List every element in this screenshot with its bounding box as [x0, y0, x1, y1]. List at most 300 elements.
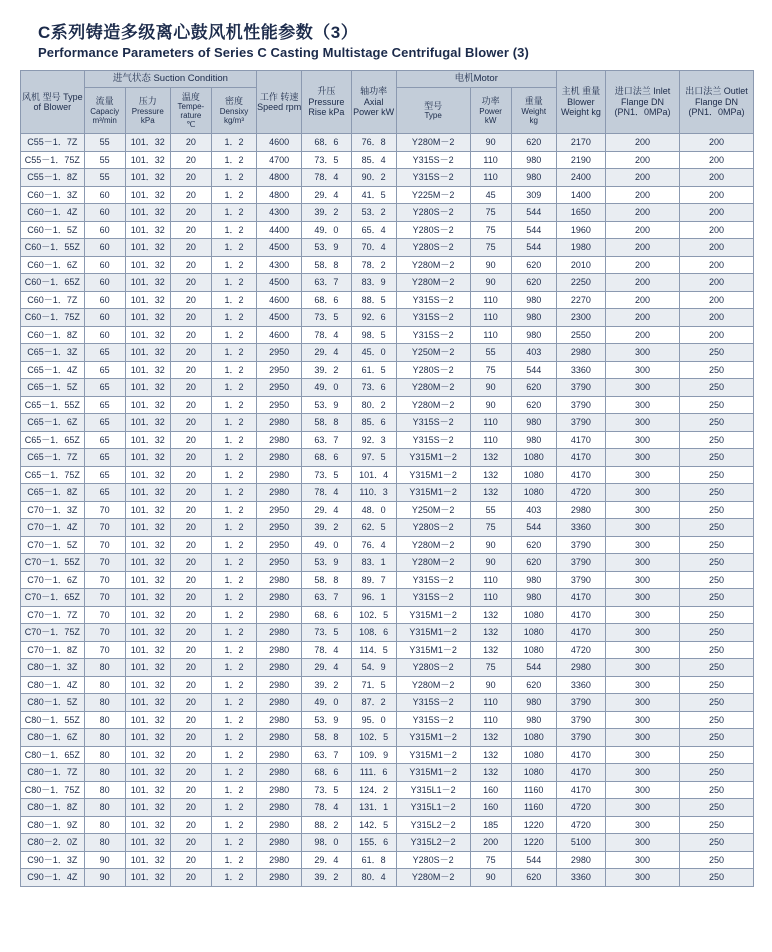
- cell-rise: 68．6: [302, 764, 351, 782]
- table-row: [21, 781, 754, 799]
- cell-motor: Y280M－2: [396, 274, 470, 292]
- cell-speed: 2980: [257, 869, 302, 887]
- cell-pressure: 101．32: [125, 361, 170, 379]
- cell-rise: 78．4: [302, 799, 351, 817]
- cell-inlet: 300: [606, 834, 680, 852]
- cell-density: 1．2: [211, 554, 256, 572]
- cell-density: 1．2: [211, 134, 256, 152]
- cell-motor: Y250M－2: [396, 501, 470, 519]
- cell-outlet: 250: [679, 466, 753, 484]
- cell-density: 1．2: [211, 256, 256, 274]
- cell-inlet: 200: [606, 186, 680, 204]
- cell-temp: 20: [170, 606, 211, 624]
- cell-flow: 60: [84, 309, 125, 327]
- cell-density: 1．2: [211, 519, 256, 537]
- cell-flow: 60: [84, 221, 125, 239]
- cell-bweight: 1400: [556, 186, 605, 204]
- cell-mweight: 403: [511, 344, 556, 362]
- cell-axial: 89．7: [351, 571, 396, 589]
- cell-outlet: 250: [679, 799, 753, 817]
- cell-speed: 4300: [257, 256, 302, 274]
- cell-axial: 102．5: [351, 729, 396, 747]
- cell-motor: Y280S－2: [396, 519, 470, 537]
- cell-density: 1．2: [211, 274, 256, 292]
- cell-density: 1．2: [211, 781, 256, 799]
- cell-bweight: 2270: [556, 291, 605, 309]
- cell-temp: 20: [170, 466, 211, 484]
- cell-temp: 20: [170, 746, 211, 764]
- cell-temp: 20: [170, 834, 211, 852]
- cell-outlet: 200: [679, 186, 753, 204]
- cell-flow: 60: [84, 291, 125, 309]
- cell-temp: 20: [170, 711, 211, 729]
- cell-rise: 68．6: [302, 134, 351, 152]
- cell-speed: 2980: [257, 589, 302, 607]
- cell-temp: 20: [170, 816, 211, 834]
- cell-outlet: 250: [679, 641, 753, 659]
- cell-axial: 80．4: [351, 869, 396, 887]
- table-row: [21, 711, 754, 729]
- cell-speed: 2950: [257, 361, 302, 379]
- cell-mweight: 980: [511, 326, 556, 344]
- cell-outlet: 200: [679, 151, 753, 169]
- cell-power: 185: [470, 816, 511, 834]
- header-suction-condition: 进气状态 Suction Condition: [84, 71, 256, 88]
- cell-pressure: 101．32: [125, 746, 170, 764]
- cell-motor: Y315S－2: [396, 694, 470, 712]
- cell-outlet: 250: [679, 606, 753, 624]
- cell-motor: Y315S－2: [396, 711, 470, 729]
- cell-blower-type: C65－1．75Z: [21, 466, 85, 484]
- cell-density: 1．2: [211, 309, 256, 327]
- cell-temp: 20: [170, 221, 211, 239]
- cell-pressure: 101．32: [125, 134, 170, 152]
- cell-density: 1．2: [211, 449, 256, 467]
- header-capacity: 流量 Capaciy m³/min: [84, 88, 125, 134]
- cell-inlet: 300: [606, 869, 680, 887]
- header-blower-weight: 主机 重量 Blower Weight kg: [556, 71, 605, 134]
- cell-inlet: 300: [606, 536, 680, 554]
- cell-mweight: 544: [511, 659, 556, 677]
- cell-speed: 2980: [257, 571, 302, 589]
- cell-bweight: 3790: [556, 379, 605, 397]
- cell-speed: 2980: [257, 606, 302, 624]
- cell-power: 45: [470, 186, 511, 204]
- cell-bweight: 3360: [556, 869, 605, 887]
- cell-inlet: 300: [606, 851, 680, 869]
- cell-motor: Y280M－2: [396, 134, 470, 152]
- cell-outlet: 200: [679, 204, 753, 222]
- cell-blower-type: C70－1．55Z: [21, 554, 85, 572]
- cell-density: 1．2: [211, 606, 256, 624]
- cell-axial: 76．4: [351, 536, 396, 554]
- cell-outlet: 250: [679, 589, 753, 607]
- cell-temp: 20: [170, 204, 211, 222]
- cell-pressure: 101．32: [125, 466, 170, 484]
- cell-blower-type: C60－1．5Z: [21, 221, 85, 239]
- cell-blower-type: C70－1．75Z: [21, 624, 85, 642]
- cell-flow: 80: [84, 659, 125, 677]
- cell-rise: 53．9: [302, 554, 351, 572]
- cell-rise: 29．4: [302, 659, 351, 677]
- cell-pressure: 101．32: [125, 204, 170, 222]
- cell-outlet: 250: [679, 554, 753, 572]
- cell-flow: 60: [84, 239, 125, 257]
- cell-mweight: 620: [511, 256, 556, 274]
- cell-blower-type: C60－1．55Z: [21, 239, 85, 257]
- cell-axial: 88．5: [351, 291, 396, 309]
- cell-speed: 2980: [257, 484, 302, 502]
- cell-power: 90: [470, 869, 511, 887]
- cell-pressure: 101．32: [125, 851, 170, 869]
- table-row: [21, 186, 754, 204]
- cell-mweight: 620: [511, 134, 556, 152]
- cell-inlet: 300: [606, 344, 680, 362]
- table-row: [21, 816, 754, 834]
- cell-blower-type: C70－1．7Z: [21, 606, 85, 624]
- cell-bweight: 2980: [556, 851, 605, 869]
- cell-bweight: 3790: [556, 711, 605, 729]
- cell-density: 1．2: [211, 344, 256, 362]
- cell-blower-type: C65－1．55Z: [21, 396, 85, 414]
- cell-mweight: 1080: [511, 449, 556, 467]
- cell-pressure: 101．32: [125, 834, 170, 852]
- cell-bweight: 2400: [556, 169, 605, 187]
- cell-speed: 2980: [257, 834, 302, 852]
- cell-mweight: 1080: [511, 466, 556, 484]
- cell-inlet: 300: [606, 361, 680, 379]
- cell-density: 1．2: [211, 764, 256, 782]
- cell-blower-type: C60－1．65Z: [21, 274, 85, 292]
- cell-mweight: 980: [511, 169, 556, 187]
- table-row: [21, 834, 754, 852]
- cell-flow: 65: [84, 379, 125, 397]
- cell-inlet: 300: [606, 484, 680, 502]
- cell-bweight: 2250: [556, 274, 605, 292]
- cell-temp: 20: [170, 134, 211, 152]
- table-row: [21, 326, 754, 344]
- cell-density: 1．2: [211, 361, 256, 379]
- cell-flow: 80: [84, 834, 125, 852]
- cell-flow: 70: [84, 606, 125, 624]
- cell-outlet: 200: [679, 256, 753, 274]
- cell-flow: 60: [84, 274, 125, 292]
- cell-inlet: 300: [606, 571, 680, 589]
- cell-inlet: 200: [606, 309, 680, 327]
- table-row: [21, 274, 754, 292]
- cell-density: 1．2: [211, 151, 256, 169]
- cell-bweight: 3360: [556, 676, 605, 694]
- cell-bweight: 4170: [556, 764, 605, 782]
- cell-flow: 65: [84, 396, 125, 414]
- cell-temp: 20: [170, 396, 211, 414]
- cell-motor: Y280M－2: [396, 396, 470, 414]
- cell-temp: 20: [170, 449, 211, 467]
- cell-speed: 2950: [257, 536, 302, 554]
- cell-speed: 2980: [257, 676, 302, 694]
- cell-temp: 20: [170, 274, 211, 292]
- cell-speed: 2980: [257, 624, 302, 642]
- cell-bweight: 3790: [556, 396, 605, 414]
- cell-bweight: 4170: [556, 589, 605, 607]
- cell-axial: 111．6: [351, 764, 396, 782]
- cell-rise: 88．2: [302, 816, 351, 834]
- cell-power: 75: [470, 361, 511, 379]
- cell-power: 75: [470, 221, 511, 239]
- cell-pressure: 101．32: [125, 816, 170, 834]
- cell-power: 132: [470, 606, 511, 624]
- cell-axial: 54．9: [351, 659, 396, 677]
- cell-power: 132: [470, 729, 511, 747]
- cell-motor: Y315S－2: [396, 309, 470, 327]
- cell-motor: Y315M1－2: [396, 466, 470, 484]
- cell-axial: 110．3: [351, 484, 396, 502]
- cell-mweight: 1080: [511, 624, 556, 642]
- cell-rise: 53．9: [302, 396, 351, 414]
- cell-flow: 80: [84, 746, 125, 764]
- cell-motor: Y315L2－2: [396, 816, 470, 834]
- cell-bweight: 3790: [556, 694, 605, 712]
- cell-density: 1．2: [211, 729, 256, 747]
- cell-rise: 78．4: [302, 326, 351, 344]
- cell-inlet: 200: [606, 274, 680, 292]
- cell-rise: 98．0: [302, 834, 351, 852]
- cell-temp: 20: [170, 729, 211, 747]
- cell-power: 90: [470, 134, 511, 152]
- cell-rise: 49．0: [302, 379, 351, 397]
- cell-outlet: 250: [679, 536, 753, 554]
- cell-power: 132: [470, 764, 511, 782]
- cell-inlet: 300: [606, 799, 680, 817]
- header-motor-type: 型号 Type: [396, 88, 470, 134]
- cell-outlet: 250: [679, 851, 753, 869]
- cell-blower-type: C80－1．3Z: [21, 659, 85, 677]
- cell-axial: 65．4: [351, 221, 396, 239]
- cell-blower-type: C80－1．5Z: [21, 694, 85, 712]
- cell-inlet: 300: [606, 746, 680, 764]
- cell-flow: 55: [84, 134, 125, 152]
- cell-outlet: 250: [679, 414, 753, 432]
- cell-axial: 85．4: [351, 151, 396, 169]
- cell-bweight: 4720: [556, 484, 605, 502]
- cell-power: 132: [470, 466, 511, 484]
- cell-power: 75: [470, 519, 511, 537]
- table-row: [21, 431, 754, 449]
- cell-pressure: 101．32: [125, 449, 170, 467]
- cell-pressure: 101．32: [125, 799, 170, 817]
- cell-pressure: 101．32: [125, 256, 170, 274]
- cell-pressure: 101．32: [125, 326, 170, 344]
- cell-temp: 20: [170, 379, 211, 397]
- cell-pressure: 101．32: [125, 519, 170, 537]
- cell-density: 1．2: [211, 291, 256, 309]
- cell-axial: 61．5: [351, 361, 396, 379]
- table-row: [21, 204, 754, 222]
- cell-motor: Y280M－2: [396, 676, 470, 694]
- cell-mweight: 1080: [511, 764, 556, 782]
- cell-temp: 20: [170, 414, 211, 432]
- table-row: [21, 641, 754, 659]
- cell-pressure: 101．32: [125, 869, 170, 887]
- cell-blower-type: C65－1．8Z: [21, 484, 85, 502]
- cell-motor: Y315S－2: [396, 291, 470, 309]
- cell-rise: 73．5: [302, 624, 351, 642]
- cell-speed: 2980: [257, 711, 302, 729]
- cell-speed: 4300: [257, 204, 302, 222]
- cell-pressure: 101．32: [125, 501, 170, 519]
- cell-blower-type: C80－1．8Z: [21, 799, 85, 817]
- table-row: [21, 501, 754, 519]
- cell-speed: 2980: [257, 799, 302, 817]
- cell-bweight: 4170: [556, 781, 605, 799]
- cell-density: 1．2: [211, 851, 256, 869]
- cell-blower-type: C90－1．4Z: [21, 869, 85, 887]
- cell-mweight: 1080: [511, 484, 556, 502]
- cell-mweight: 620: [511, 554, 556, 572]
- cell-motor: Y250M－2: [396, 344, 470, 362]
- table-row: [21, 851, 754, 869]
- cell-motor: Y315S－2: [396, 414, 470, 432]
- cell-rise: 63．7: [302, 274, 351, 292]
- header-pressure: 压力 Pressure kPa: [125, 88, 170, 134]
- cell-outlet: 250: [679, 519, 753, 537]
- cell-pressure: 101．32: [125, 781, 170, 799]
- table-row: [21, 729, 754, 747]
- cell-outlet: 250: [679, 571, 753, 589]
- cell-outlet: 250: [679, 396, 753, 414]
- cell-axial: 85．6: [351, 414, 396, 432]
- table-row: [21, 869, 754, 887]
- cell-inlet: 300: [606, 694, 680, 712]
- cell-motor: Y315S－2: [396, 431, 470, 449]
- cell-temp: 20: [170, 851, 211, 869]
- cell-inlet: 300: [606, 379, 680, 397]
- cell-temp: 20: [170, 361, 211, 379]
- cell-speed: 2950: [257, 344, 302, 362]
- cell-mweight: 1080: [511, 746, 556, 764]
- cell-temp: 20: [170, 799, 211, 817]
- cell-pressure: 101．32: [125, 694, 170, 712]
- cell-motor: Y280M－2: [396, 869, 470, 887]
- cell-pressure: 101．32: [125, 169, 170, 187]
- cell-speed: 2950: [257, 396, 302, 414]
- cell-bweight: 2980: [556, 659, 605, 677]
- cell-rise: 78．4: [302, 641, 351, 659]
- cell-blower-type: C60－1．75Z: [21, 309, 85, 327]
- cell-outlet: 200: [679, 274, 753, 292]
- cell-mweight: 544: [511, 239, 556, 257]
- cell-axial: 80．2: [351, 396, 396, 414]
- cell-rise: 63．7: [302, 589, 351, 607]
- cell-speed: 4500: [257, 239, 302, 257]
- cell-rise: 39．2: [302, 519, 351, 537]
- cell-blower-type: C65－1．7Z: [21, 449, 85, 467]
- cell-density: 1．2: [211, 816, 256, 834]
- cell-flow: 80: [84, 799, 125, 817]
- cell-axial: 53．2: [351, 204, 396, 222]
- cell-speed: 2980: [257, 729, 302, 747]
- cell-bweight: 2170: [556, 134, 605, 152]
- cell-temp: 20: [170, 484, 211, 502]
- cell-power: 90: [470, 274, 511, 292]
- page-title-en: Performance Parameters of Series C Casting Multistage Centrifugal Blower (3): [38, 45, 529, 60]
- cell-inlet: 200: [606, 256, 680, 274]
- cell-inlet: 300: [606, 781, 680, 799]
- cell-speed: 4500: [257, 309, 302, 327]
- cell-bweight: 3360: [556, 361, 605, 379]
- cell-rise: 73．5: [302, 781, 351, 799]
- cell-power: 110: [470, 589, 511, 607]
- cell-motor: Y315S－2: [396, 326, 470, 344]
- cell-blower-type: C60－1．6Z: [21, 256, 85, 274]
- table-row: [21, 169, 754, 187]
- cell-flow: 65: [84, 449, 125, 467]
- cell-motor: Y315M1－2: [396, 641, 470, 659]
- cell-mweight: 620: [511, 536, 556, 554]
- cell-density: 1．2: [211, 466, 256, 484]
- cell-flow: 80: [84, 694, 125, 712]
- cell-rise: 53．9: [302, 711, 351, 729]
- cell-inlet: 300: [606, 466, 680, 484]
- cell-motor: Y315S－2: [396, 589, 470, 607]
- cell-speed: 4600: [257, 134, 302, 152]
- cell-bweight: 2980: [556, 344, 605, 362]
- cell-bweight: 4170: [556, 466, 605, 484]
- cell-power: 90: [470, 554, 511, 572]
- cell-power: 90: [470, 396, 511, 414]
- cell-power: 110: [470, 711, 511, 729]
- cell-power: 75: [470, 659, 511, 677]
- cell-bweight: 1980: [556, 239, 605, 257]
- cell-axial: 71．5: [351, 676, 396, 694]
- cell-outlet: 200: [679, 169, 753, 187]
- cell-power: 110: [470, 309, 511, 327]
- cell-inlet: 300: [606, 519, 680, 537]
- cell-density: 1．2: [211, 186, 256, 204]
- cell-outlet: 250: [679, 729, 753, 747]
- cell-speed: 2980: [257, 746, 302, 764]
- cell-power: 132: [470, 449, 511, 467]
- cell-mweight: 1220: [511, 816, 556, 834]
- cell-rise: 29．4: [302, 186, 351, 204]
- cell-speed: 2980: [257, 764, 302, 782]
- cell-pressure: 101．32: [125, 711, 170, 729]
- cell-rise: 49．0: [302, 536, 351, 554]
- cell-rise: 78．4: [302, 169, 351, 187]
- cell-temp: 20: [170, 589, 211, 607]
- cell-outlet: 250: [679, 624, 753, 642]
- cell-inlet: 200: [606, 151, 680, 169]
- cell-speed: 2980: [257, 816, 302, 834]
- cell-pressure: 101．32: [125, 624, 170, 642]
- cell-bweight: 4170: [556, 746, 605, 764]
- cell-density: 1．2: [211, 571, 256, 589]
- cell-flow: 70: [84, 589, 125, 607]
- cell-density: 1．2: [211, 711, 256, 729]
- cell-motor: Y315M1－2: [396, 729, 470, 747]
- cell-motor: Y280S－2: [396, 361, 470, 379]
- table-row: [21, 536, 754, 554]
- cell-flow: 70: [84, 519, 125, 537]
- table-row: [21, 449, 754, 467]
- cell-motor: Y315M1－2: [396, 764, 470, 782]
- cell-density: 1．2: [211, 239, 256, 257]
- cell-flow: 90: [84, 851, 125, 869]
- cell-blower-type: C60－1．8Z: [21, 326, 85, 344]
- cell-outlet: 250: [679, 816, 753, 834]
- cell-axial: 131．1: [351, 799, 396, 817]
- cell-bweight: 2190: [556, 151, 605, 169]
